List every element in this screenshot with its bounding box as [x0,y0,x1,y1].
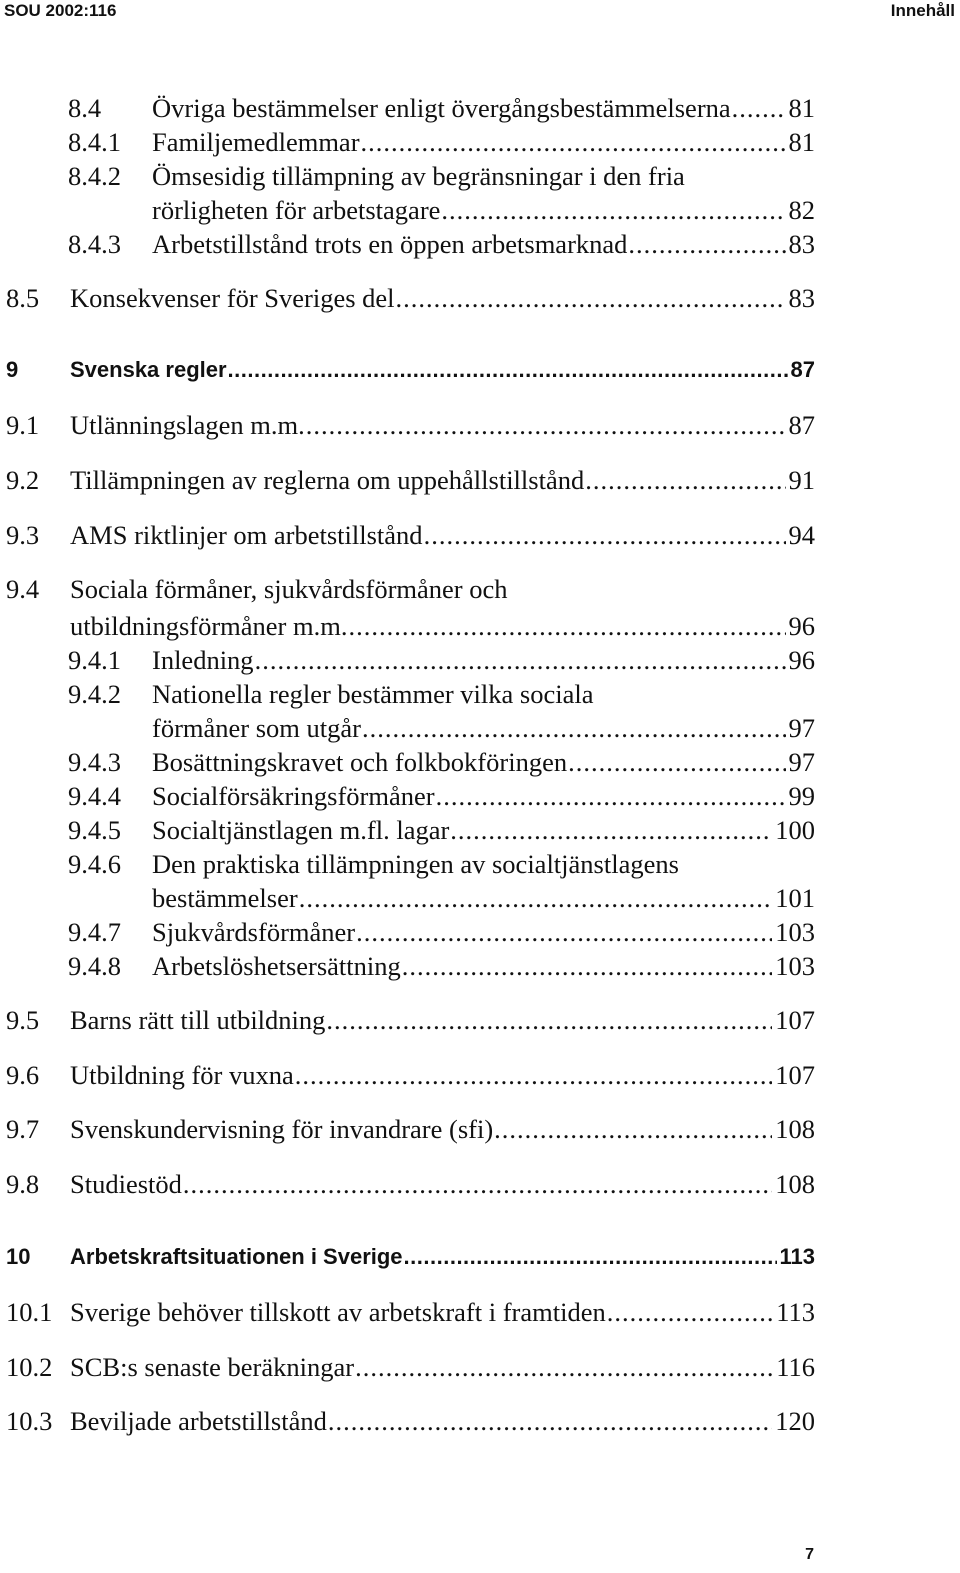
toc-entry-title: Barns rätt till utbildning [70,1005,326,1035]
dot-leader [436,779,786,813]
toc-entry-title-line [70,609,815,643]
toc-entry-number: 9.6 [6,1060,40,1090]
toc-entry-title: Utlänningslagen m.m. [70,410,305,440]
toc-entry-title: Studiestöd [70,1169,182,1199]
toc-entry-title: Familjemedlemmar [152,127,360,157]
toc-entry-number: 9.5 [6,1005,40,1035]
toc-entry-title: förmåner som utgår [152,713,361,743]
toc-entry-title: Den praktiska tillämpningen av socialtjänstlagens [152,849,679,879]
toc-entry-page: 103 [775,917,815,947]
toc-entry [0,711,960,745]
dot-leader [404,1240,777,1274]
toc-entry-title-line [70,281,815,315]
toc-entry-title-line [152,193,815,227]
toc-entry-title: bestämmelser [152,883,298,913]
toc-entry-page: 107 [775,1005,815,1035]
toc-entry [0,572,960,606]
dot-leader [326,1003,772,1037]
dot-leader [441,193,785,227]
toc-entry-page: 120 [775,1406,815,1436]
toc-entry-title-line [152,745,815,779]
toc-entry-title-line [70,463,815,497]
toc-entry-page: 81 [788,93,815,123]
toc-entry-number: 9.7 [6,1114,40,1144]
page-number: 7 [805,1546,814,1563]
toc-entry-number: 9.4.2 [68,679,121,709]
toc-entry-page: 83 [788,229,815,259]
toc-entry-title-line [70,1058,815,1092]
dot-leader [732,91,786,125]
toc-entry-title-line [152,91,815,125]
toc-entry-number: 9.4.4 [68,781,121,811]
toc-entry-title-line [70,353,815,387]
toc-entry [0,745,960,779]
toc-entry [0,1003,960,1037]
toc-entry-title-line [70,1112,815,1146]
toc-entry-title: Konsekvenser för Sveriges del [70,283,395,313]
toc-entry-title: Socialförsäkringsförmåner [152,781,435,811]
toc-entry-title: Beviljade arbetstillstånd [70,1406,327,1436]
toc-entry-title: Arbetstillstånd trots en öppen arbetsmarknad [152,229,628,259]
dot-leader [585,463,785,497]
toc-entry-title-line [70,1295,815,1329]
toc-entry-title-line [152,881,815,915]
toc-entry-page: 97 [788,713,815,743]
toc-entry-title-line [70,1350,815,1384]
toc-entry-title-line [70,1003,815,1037]
toc-entry-title: Arbetskraftsituationen i Sverige [70,1244,403,1269]
toc-entry-title: AMS riktlinjer om arbetstillstånd [70,520,423,550]
toc-entry [0,1404,960,1438]
dot-leader [295,1058,773,1092]
toc-entry-number: 8.4.3 [68,229,121,259]
toc-entry [0,193,960,227]
toc-entry [0,643,960,677]
dot-leader [361,125,786,159]
toc-entry [0,779,960,813]
toc-entry-title-line [70,518,815,552]
toc-entry-number: 8.4.2 [68,161,121,191]
running-header-left: SOU 2002:116 [4,1,117,20]
toc-entry-title-line [70,408,815,442]
toc-entry-page: 96 [788,645,815,675]
toc-entry-number: 10.3 [6,1406,53,1436]
toc-entry-title: Svenska regler [70,357,227,382]
dot-leader [355,1350,773,1384]
toc-entry-title: Inledning [152,645,254,675]
toc-entry [0,463,960,497]
toc-entry-number: 10 [6,1244,31,1269]
toc-entry-page: 108 [775,1169,815,1199]
toc-entry-title-line [152,779,815,813]
toc-entry-page: 103 [775,951,815,981]
toc-entry-number: 8.5 [6,283,40,313]
dot-leader [494,1112,772,1146]
dot-leader [450,813,772,847]
dot-leader [328,1404,772,1438]
toc-entry-title-line [152,643,815,677]
toc-entry-number: 9.4.3 [68,747,121,777]
dot-leader [356,915,772,949]
toc-entry-number: 9 [6,357,19,382]
toc-entry [0,677,960,711]
toc-entry [0,227,960,261]
toc-entry-page: 96 [788,611,815,641]
toc-entry [0,847,960,881]
toc-entry [0,813,960,847]
toc-entry-title-line [152,125,815,159]
toc-entry-title-line [70,572,815,606]
toc-entry-title: Utbildning för vuxna [70,1060,294,1090]
toc-entry-page: 113 [776,1297,815,1327]
toc-entry-title-line [70,1167,815,1201]
toc-entry-number: 9.4.7 [68,917,121,947]
toc-entry-title-line [152,813,815,847]
toc-entry-title: utbildningsförmåner m.m. [70,611,348,641]
dot-leader [362,711,786,745]
toc-entry-page: 94 [788,520,815,550]
toc-entry-title: SCB:s senaste beräkningar [70,1352,355,1382]
dot-leader [228,353,788,387]
toc-entry-title: Sjukvårdsförmåner [152,917,356,947]
toc-entry-page: 113 [779,1244,815,1269]
toc-entry-title-line [70,1240,815,1274]
dot-leader [568,745,785,779]
toc-entry-number: 9.2 [6,465,40,495]
toc-entry-title: rörligheten för arbetstagare [152,195,441,225]
dot-leader [402,949,772,983]
dot-leader [628,227,785,261]
toc-entry [0,281,960,315]
toc-entry-title-line [152,847,815,881]
toc-entry [0,1350,960,1384]
toc-entry-title-line [152,949,815,983]
dot-leader [396,281,786,315]
toc-entry-number: 9.4 [6,574,40,604]
toc-entry [0,518,960,552]
toc-entry-number: 10.2 [6,1352,53,1382]
toc-entry [0,915,960,949]
toc-entry-title: Bosättningskravet och folkbokföringen [152,747,568,777]
toc-entry-number: 9.4.8 [68,951,121,981]
dot-leader [306,408,786,442]
toc-entry [0,1112,960,1146]
toc-entry-title-line [152,915,815,949]
toc-entry-number: 8.4 [68,93,102,123]
toc-entry [0,353,960,387]
toc-entry-page: 101 [775,883,815,913]
toc-entry-title: Övriga bestämmelser enligt övergångsbestämmelserna [152,93,731,123]
toc-entry-page: 99 [788,781,815,811]
toc-entry-page: 87 [790,357,815,382]
toc-entry-page: 87 [788,410,815,440]
toc-entry-page: 107 [775,1060,815,1090]
toc-entry-number: 9.4.5 [68,815,121,845]
toc-entry-title: Sociala förmåner, sjukvårdsförmåner och [70,574,508,604]
toc-entry-number: 8.4.1 [68,127,121,157]
toc-entry-title: Svenskundervisning för invandrare (sfi) [70,1114,494,1144]
toc-entry-number: 9.1 [6,410,40,440]
toc-entry [0,1167,960,1201]
toc-entry-page: 100 [775,815,815,845]
toc-entry-page: 91 [788,465,815,495]
dot-leader [299,881,773,915]
toc-entry-title: Socialtjänstlagen m.fl. lagar [152,815,450,845]
toc-entry [0,881,960,915]
toc-entry-page: 97 [788,747,815,777]
toc-entry-page: 83 [788,283,815,313]
toc-entry-title: Arbetslöshetsersättning [152,951,401,981]
toc-entry [0,609,960,643]
toc-entry-number: 9.4.1 [68,645,121,675]
running-header-right: Innehåll [890,1,955,20]
dot-leader [607,1295,773,1329]
toc-entry [0,949,960,983]
toc-entry-number: 9.3 [6,520,40,550]
toc-entry [0,125,960,159]
toc-entry-title-line [70,1404,815,1438]
toc-entry [0,408,960,442]
toc-entry [0,91,960,125]
toc-entry-title-line [152,711,815,745]
toc-entry [0,1295,960,1329]
dot-leader [255,643,786,677]
toc-entry [0,1058,960,1092]
toc-entry-page: 82 [788,195,815,225]
toc-entry-page: 108 [775,1114,815,1144]
toc-entry-title-line [152,677,815,711]
toc-entry [0,159,960,193]
toc-entry-title: Nationella regler bestämmer vilka sociala [152,679,594,709]
toc-entry-number: 9.8 [6,1169,40,1199]
dot-leader [183,1167,772,1201]
toc-entry-page: 116 [776,1352,815,1382]
toc-entry-number: 10.1 [6,1297,53,1327]
toc-entry [0,1240,960,1274]
toc-entry-title: Tillämpningen av reglerna om uppehållstillstånd [70,465,585,495]
toc-entry-page: 81 [788,127,815,157]
toc-entry-title-line [152,227,815,261]
toc-entry-number: 9.4.6 [68,849,121,879]
dot-leader [424,518,786,552]
toc-entry-title: Sverige behöver tillskott av arbetskraft i framtiden [70,1297,606,1327]
dot-leader [348,609,785,643]
toc-entry-title-line [152,159,815,193]
toc-entry-title: Ömsesidig tillämpning av begränsningar i den fria [152,161,685,191]
